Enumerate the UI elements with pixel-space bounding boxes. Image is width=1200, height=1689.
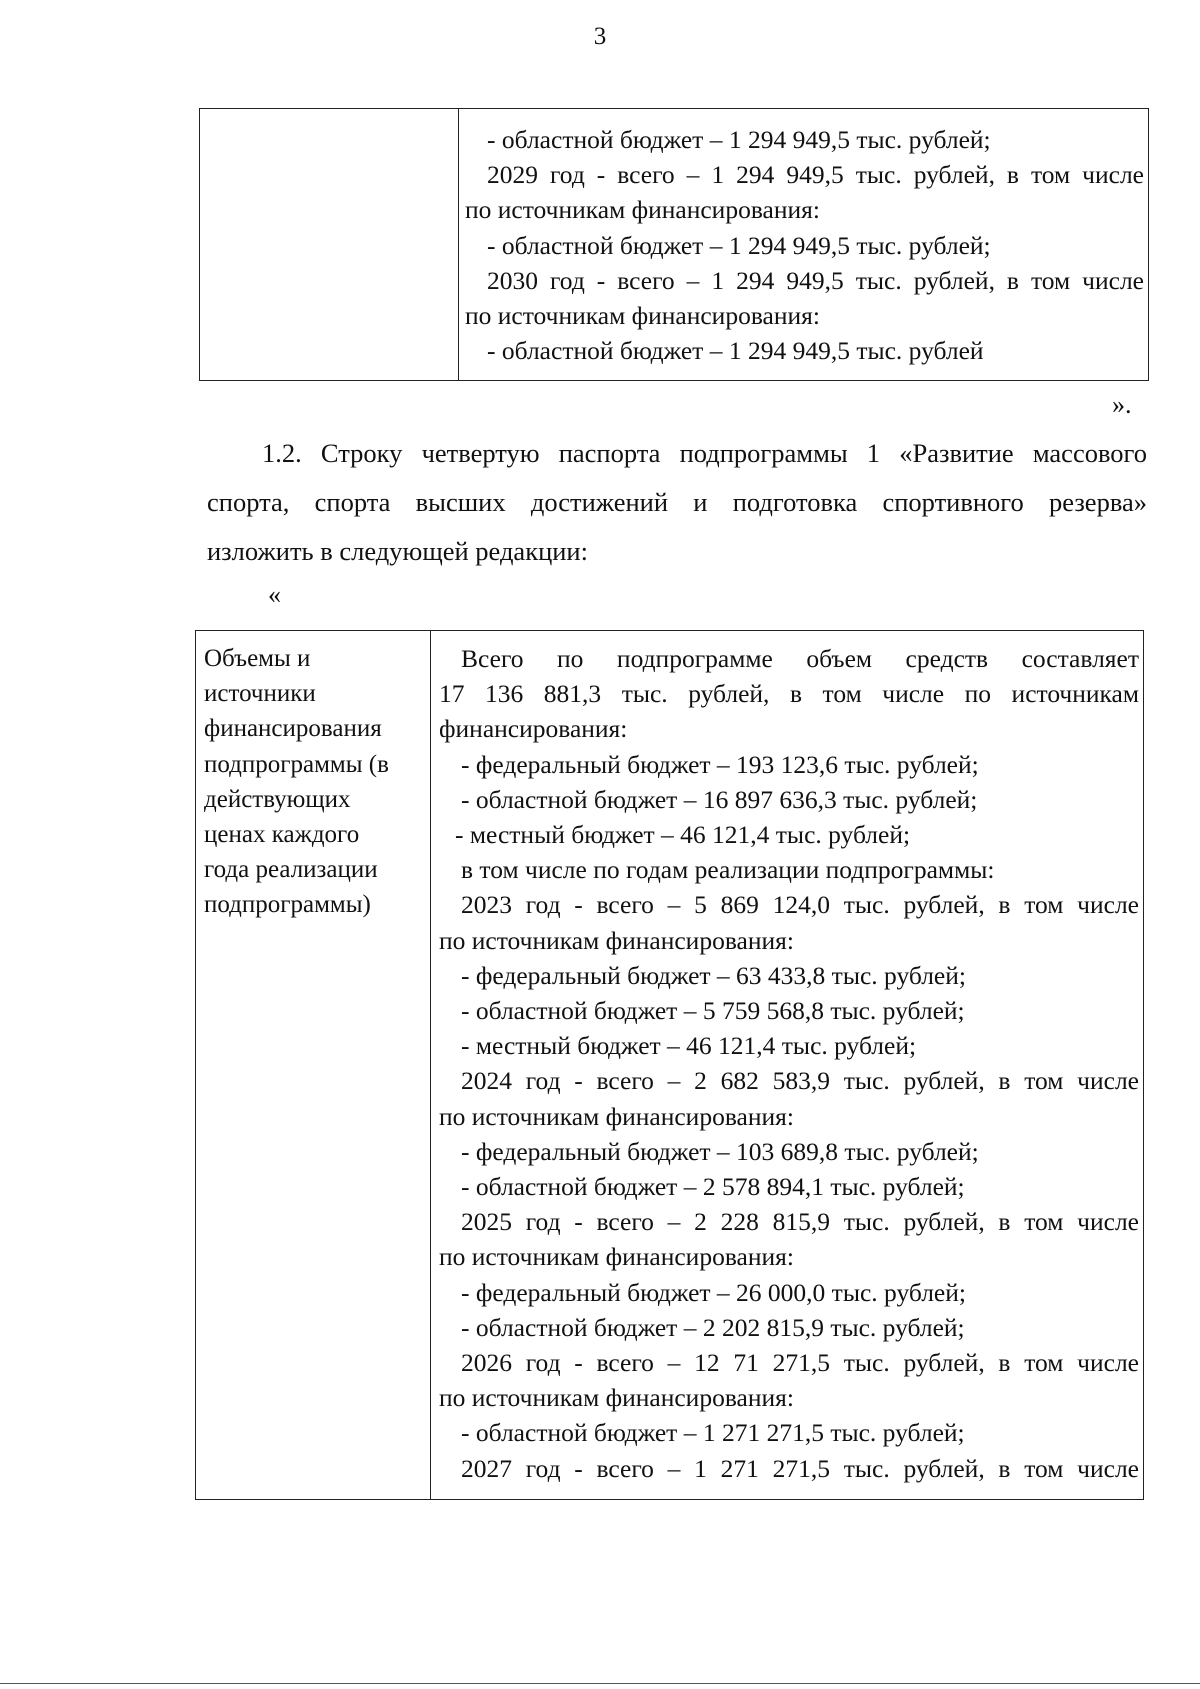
table-line: 2025 год - всего – 2 228 815,9 тыс. рублей, в том числе	[461, 1207, 1139, 1237]
left-cell-line: источники	[204, 680, 316, 708]
table-line: - местный бюджет – 46 121,4 тыс. рублей;	[461, 1031, 917, 1061]
page-number: 3	[593, 23, 607, 50]
table-line: - федеральный бюджет – 63 433,8 тыс. рублей;	[461, 960, 966, 990]
table-line: 2026 год - всего – 12 71 271,5 тыс. рублей, в том числе	[461, 1348, 1139, 1378]
table-right-cell	[459, 109, 1148, 380]
left-cell-line: подпрограммы (в	[204, 750, 389, 778]
funding-table	[195, 630, 1144, 1500]
table-line: 2030 год - всего – 1 294 949,5 тыс. рублей, в том числе	[487, 265, 1144, 295]
table-line: по источникам финансирования:	[465, 301, 820, 331]
table-line: - областной бюджет – 1 294 949,5 тыс. рублей;	[487, 125, 991, 154]
table-line: - областной бюджет – 2 578 894,1 тыс. рублей;	[461, 1172, 965, 1202]
left-cell-line: ценах каждого	[204, 821, 360, 849]
table-line: Всего по подпрограмме объем средств составляет	[461, 644, 1139, 673]
paragraph-line: 1.2. Строку четвертую паспорта подпрограммы 1 «Развитие массового	[262, 438, 1147, 468]
left-cell-line: Объемы и	[204, 645, 311, 672]
table-line: - федеральный бюджет – 193 123,6 тыс. рублей;	[461, 749, 979, 779]
table-line: по источникам финансирования:	[439, 925, 794, 955]
left-cell-line: финансирования	[204, 715, 382, 743]
table-right-cell	[431, 631, 1143, 1499]
table-left-cell	[196, 631, 431, 1499]
paragraph-line: изложить в следующей редакции:	[207, 536, 588, 566]
table-line: - областной бюджет – 2 202 815,9 тыс. рублей;	[461, 1312, 965, 1342]
table-line: по источникам финансирования:	[439, 1101, 794, 1131]
table-line: - местный бюджет – 46 121,4 тыс. рублей;	[455, 820, 911, 850]
table-line: - областной бюджет – 1 271 271,5 тыс. рублей;	[461, 1418, 965, 1448]
amendment-paragraph	[207, 429, 1147, 576]
table-left-cell-empty	[200, 109, 459, 380]
table-line: 2027 год - всего – 1 271 271,5 тыс. рублей, в том числе	[461, 1453, 1139, 1483]
table-line: - федеральный бюджет – 26 000,0 тыс. рублей;	[461, 1277, 966, 1307]
table-line: - областной бюджет – 1 294 949,5 тыс. рублей	[487, 336, 984, 366]
paragraph-line: спорта, спорта высших достижений и подготовка спортивного резерва»	[207, 487, 1147, 517]
table-line: по источникам финансирования:	[439, 1383, 794, 1413]
table-line: 17 136 881,3 тыс. рублей, в том числе по источникам	[439, 679, 1139, 709]
table-line: по источникам финансирования:	[465, 195, 820, 225]
table-line: 2023 год - всего – 5 869 124,0 тыс. рублей, в том числе	[461, 890, 1139, 920]
table-line: по источникам финансирования:	[439, 1242, 794, 1272]
table-line: - областной бюджет – 16 897 636,3 тыс. рублей;	[461, 784, 978, 814]
closing-quote: ».	[1112, 390, 1132, 419]
left-cell-line: года реализации	[204, 856, 378, 884]
funding-table-continuation	[199, 108, 1149, 381]
table-line: - областной бюджет – 1 294 949,5 тыс. рублей;	[487, 230, 991, 260]
table-line: - областной бюджет – 5 759 568,8 тыс. рублей;	[461, 996, 965, 1026]
left-cell-line: действующих	[204, 785, 351, 813]
table-line: - федеральный бюджет – 103 689,8 тыс. рублей;	[461, 1136, 979, 1166]
opening-quote: «	[268, 580, 281, 609]
left-cell-line: подпрограммы)	[204, 891, 371, 919]
table-line: финансирования:	[439, 714, 628, 744]
table-line: 2024 год - всего – 2 682 583,9 тыс. рублей, в том числе	[461, 1066, 1139, 1096]
table-line: в том числе по годам реализации подпрограммы:	[461, 855, 995, 885]
table-line: 2029 год - всего – 1 294 949,5 тыс. рублей, в том числе	[487, 160, 1144, 190]
page-bottom-rule	[0, 1683, 1200, 1684]
